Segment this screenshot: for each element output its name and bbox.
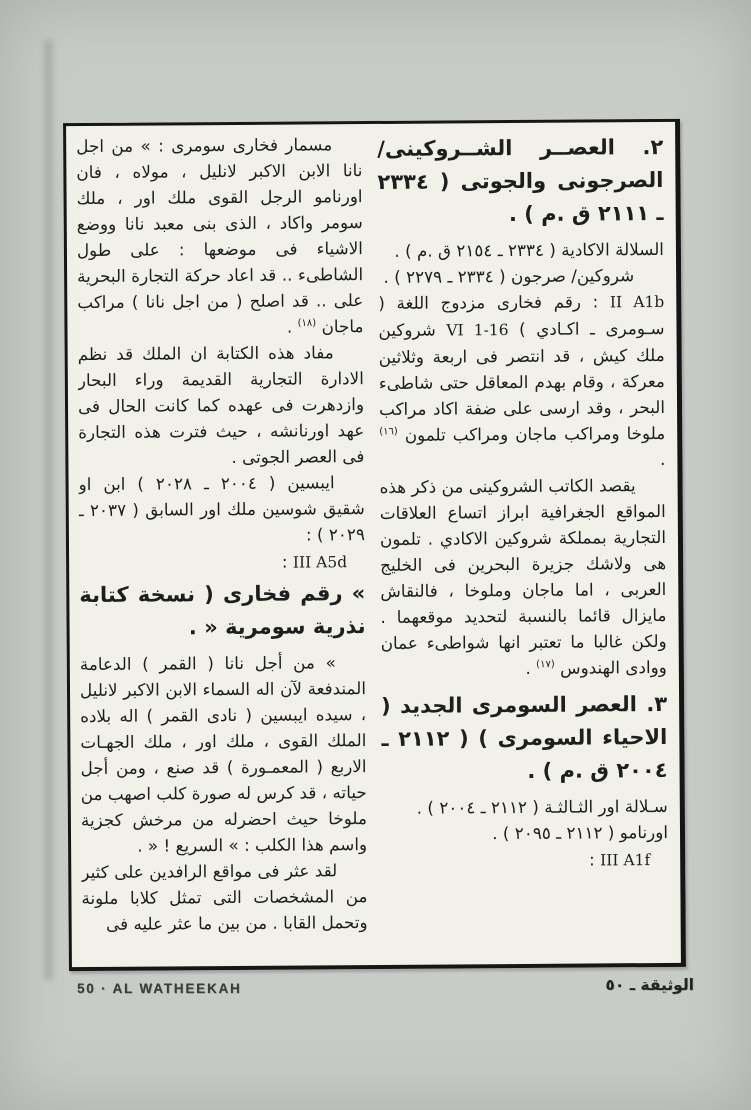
ur-third-dynasty-line: سـلالة اور الثـالثـة ( ٢١١٢ ـ ٢٠٠٤ ) .	[416, 795, 668, 818]
tablet-text-tail: .	[659, 448, 666, 470]
footnote-17-marker: (١٧)	[536, 659, 555, 671]
footnote-18-marker: (١٨)	[297, 317, 317, 329]
tablet-text-b: شروكين ملك كيش ، قد انتصر فى اربعة وثلاثين معركة ، وقام بهدم المعاقل حتى شاطىء البحر ، وقد ارسى على ضفة اكاد مراكب ملوخا ومراكب ماجان ومراكب تلمون	[378, 319, 666, 445]
section-3-heading: ٣. العصر السومرى الجديد ( الاحياء السومرى ) ( ٢١١٢ ـ ٢٠٠٤ ق .م ) .	[381, 691, 668, 783]
section-2-heading: ٢. العصــر الشــروكينى/ الصرجونى والجوتى ( ٢٣٣٤ ـ ٢١١١ ق .م ) .	[377, 134, 664, 227]
clay-cone-paragraph	[76, 131, 363, 341]
geography-paragraph	[380, 472, 667, 682]
catalog-code-II-A1b: II A1b	[609, 292, 665, 312]
catalog-code-VI-1-16: VI 1-16	[446, 321, 509, 340]
reference-code-line-III-A5d	[79, 548, 365, 577]
sargon-line: شروكين/ صرجون ( ٢٣٣٤ ـ ٢٢٧٩ ) .	[383, 265, 635, 287]
footer-journal-name-latin: 50 · AL WATHEEKAH	[77, 981, 242, 996]
ibbisin-paragraph: ايبسين ( ٢٠٠٤ ـ ٢٠٢٨ ) ابن او شقيق شوسين ملك اور السابق ( ٢٠٣٧ ـ ٢٠٢٩ ) :	[78, 472, 365, 545]
reference-colon: :	[281, 551, 293, 572]
votive-subheading: » رقم فخارى ( نسخة كتابة نذرية سومرية « .	[79, 581, 366, 640]
catalog-code-III-A1f: III A1f	[600, 851, 651, 870]
votive-paragraph: » من أجل نانا ( القمر ) الدعامة المندفعة لآن اله السماء الابن الاكبر لانليل ، سيده ايبسين ( نادى القمر ) اله بلاده الملك القوى ، ملك اور ، ملك الجهـات الاربع ( المعمـورة ) قد صنع ، ومن أجل حياته ، قد كرس له صورة كلب اصهب من ملوخا حيث احضرله من مرخش كجزية واسم هذا الكلب : » السريع ! « .	[79, 652, 368, 856]
reference-code-line-III-A1f	[382, 846, 668, 875]
column-right	[377, 129, 669, 965]
urnammu-line: اورنامو ( ٢١١٢ ـ ٢٠٩٥ ) .	[492, 821, 669, 844]
geography-text: يقصد الكاتب الشروكينى من ذكر هذه المواقع الجغرافية ابراز اتساع العلاقات التجارية بمملكة شروكين الاكادي . تلمون هى ولاشك جزيرة البحرين فى الخليج العربى ، اما ماجان وملوخا ، فالنقاش مايزال قائما بالنسبة لتحديد موقعهما . ولكن غالبا ما تعتبر انها شواطىء عمان ووادى الهندوس	[379, 475, 667, 678]
dog-figurines-paragraph: لقد عثر فى مواقع الرافدين على كثير من المشخصات التى تمثل كلابا ملونة وتحمل القابا . من بين ما عثر عليه فى	[81, 860, 368, 934]
column-left	[76, 131, 368, 967]
clay-cone-text: مسمار فخارى سومرى : » من اجل نانا الابن الاكبر لانليل ، مولاه ، فان اورنامو الرجل القوى ملك اور ، ملك سومر واكاد ، الذى بنى معبد نانا ووضع الاشياء فى موضعها : على طول الشاطىء .. قد اعاد حركة التجارة البحرية على .. قد اصلح ( من اجل نانا ) مراكب ماجان	[76, 134, 364, 337]
tablet-paragraph	[378, 288, 665, 474]
text-columns	[76, 129, 669, 967]
page-frame	[63, 119, 686, 971]
akkadian-dynasty-line: السلالة الاكادية ( ٢٣٣٤ ـ ٢١٥٤ ق .م ) .	[394, 238, 665, 261]
geography-text-tail: .	[525, 657, 537, 678]
reference-colon: :	[589, 849, 601, 870]
footer-journal-name-arabic: الوثيقة ـ ٥٠	[605, 976, 694, 994]
catalog-code-III-A5d: III A5d	[292, 553, 348, 572]
footnote-16-marker: (١٦)	[379, 426, 398, 438]
tablet-text-a: : رقم فخارى مزدوج اللغة ( سـومرى ـ اكـادي )	[378, 291, 665, 340]
meaning-paragraph: مفاد هذه الكتابة ان الملك قد نظم الادارة التجارية القديمة وراء البحار وازدهرت فى عهده كما كانت الحال فى عهد اورنانشه ، حيث فترت هذه التجارة فى العصر الجوتى .	[77, 342, 365, 467]
clay-cone-tail: .	[286, 316, 298, 337]
scan-streak	[44, 40, 53, 980]
